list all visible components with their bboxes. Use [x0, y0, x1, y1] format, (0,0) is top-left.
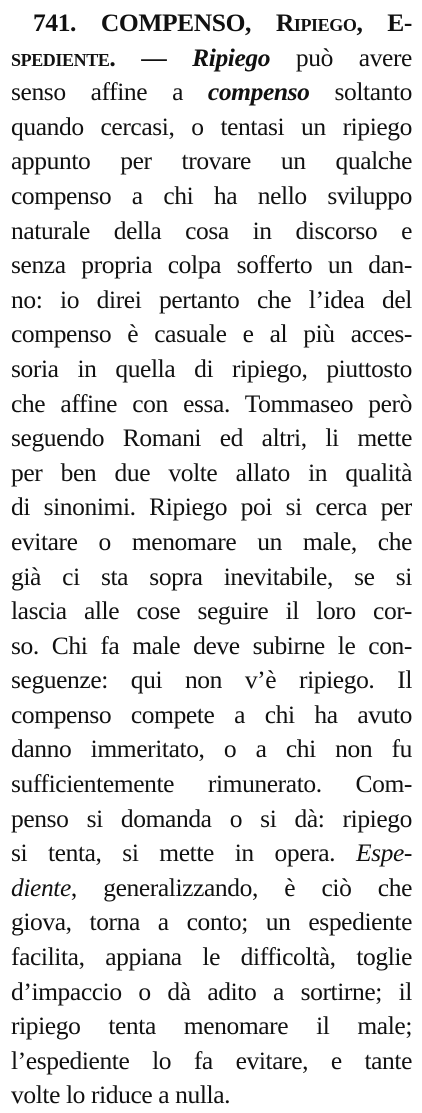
text-run: evitare o menomare un male, che [11, 526, 412, 556]
text-line [11, 456, 412, 491]
text-run: d’impaccio o dà adito a sortirne; il [11, 976, 412, 1006]
text-line [11, 836, 412, 871]
text-run: quando cercasi, o tentasi un ripiego [11, 111, 412, 141]
entry-synonyms-cont: spediente. [11, 42, 116, 72]
text-line [11, 317, 412, 352]
text-run: giova, torna a conto; un espediente [11, 907, 412, 937]
text-line [11, 698, 412, 733]
text-line [11, 871, 412, 906]
text-line [11, 975, 412, 1010]
text-run: Ripiego [192, 42, 271, 72]
text-run: si tenta, si mette in opera. [11, 838, 356, 868]
text-run: di sinonimi. Ripiego poi si cerca per [11, 492, 412, 522]
text-run: compenso [207, 77, 310, 107]
text-line [11, 144, 412, 179]
text-run: sufficientemente rimunerato. Com- [11, 769, 412, 799]
text-line [11, 352, 412, 387]
text-line [11, 1009, 412, 1044]
text-run: appunto per trovare un qualche [11, 146, 412, 176]
text-run: danno immeritato, o a chi non fu [11, 734, 412, 764]
text-run: senso affine a [11, 77, 208, 107]
entry-body-start [192, 43, 412, 72]
text-run: l’espediente lo fa evitare, e tante [11, 1045, 412, 1075]
text-line [11, 283, 412, 318]
text-run: compenso compete a chi ha avuto [11, 699, 412, 729]
text-line [11, 629, 412, 664]
text-run: penso si domanda o si dà: ripiego [11, 803, 412, 833]
text-run: può avere [270, 42, 412, 72]
text-run: facilita, appiana le difficoltà, toglie [11, 942, 412, 972]
text-line [11, 732, 412, 767]
text-line [11, 560, 412, 595]
text-run: per ben due volte allato in qualità [11, 457, 412, 487]
text-line [11, 767, 412, 802]
text-run: seguenze: qui non v’è ripiego. Il [11, 665, 412, 695]
text-line [11, 179, 412, 214]
text-run: so. Chi fa male deve subirne le con- [11, 630, 412, 660]
text-line [11, 802, 412, 837]
text-run: senza propria colpa sofferto un dan- [11, 250, 412, 280]
text-run: compenso è casuale e al più acces- [11, 319, 412, 349]
text-line [11, 421, 412, 456]
text-line [11, 490, 412, 525]
text-run: naturale della cosa in discorso e [11, 215, 412, 245]
text-line [11, 387, 412, 422]
text-line [11, 1078, 412, 1113]
text-run: già ci sta sopra inevitabile, se si [11, 561, 412, 591]
text-line [11, 110, 412, 145]
entry-dash: — [141, 42, 167, 72]
text-run: che affine con essa. Tommaseo però [11, 388, 412, 418]
text-run: , generalizzando, è ciò che [70, 872, 412, 902]
text-run: lascia alle cose seguire il loro cor- [11, 596, 412, 626]
text-line [11, 214, 412, 249]
text-run: seguendo Romani ed altri, li mette [11, 423, 412, 453]
text-run: volte lo riduce a nulla. [11, 1080, 231, 1110]
entry-heading-line-2 [11, 41, 412, 76]
entry-number: 741. [33, 8, 77, 37]
text-run: soria in quella di ripiego, piuttosto [11, 353, 412, 383]
text-line [11, 940, 412, 975]
text-run: Espe- [355, 838, 412, 868]
entry-body [11, 75, 412, 1113]
text-line [11, 594, 412, 629]
text-run: ripiego tenta menomare il male; [11, 1011, 412, 1041]
text-line [11, 663, 412, 698]
text-line [11, 248, 412, 283]
text-line [11, 75, 412, 110]
entry-synonyms: Ripiego, E- [275, 8, 412, 37]
text-run: compenso a chi ha nello sviluppo [11, 180, 412, 210]
text-line [11, 1044, 412, 1079]
text-run: soltanto [309, 77, 412, 107]
text-line [11, 905, 412, 940]
text-run: no: io direi pertanto che l’idea del [11, 284, 412, 314]
text-line [11, 525, 412, 560]
entry-heading-line [11, 6, 412, 41]
text-run: diente [11, 872, 71, 902]
entry-headword: COMPENSO, [100, 8, 251, 37]
